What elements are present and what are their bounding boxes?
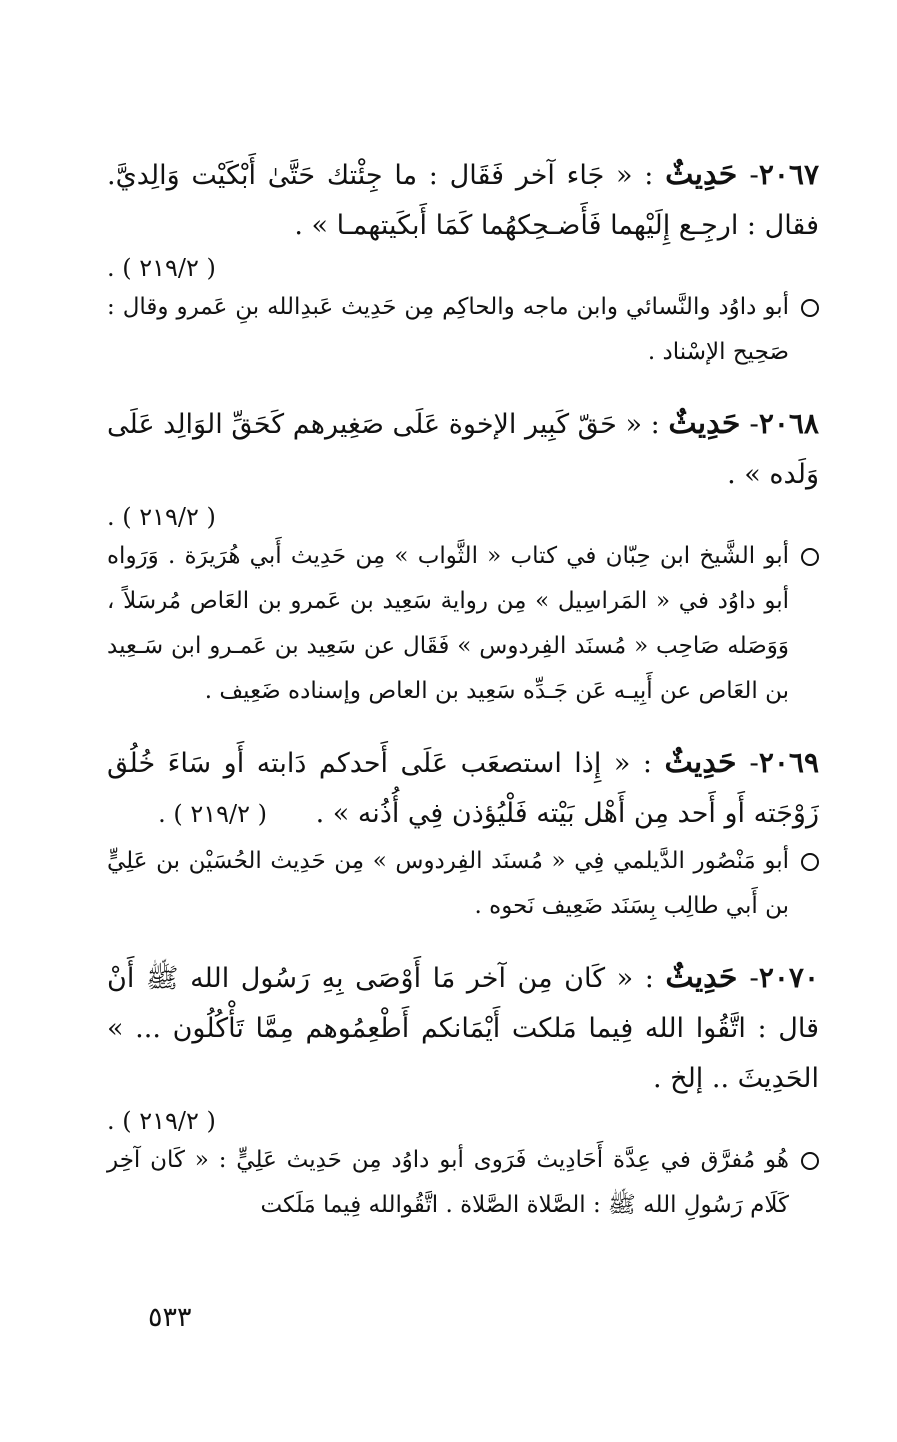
circle-bullet-icon [801,299,819,317]
hadith-reference: ( ٢١٩/٢ ) . [107,503,216,531]
hadith-keyword: حَدِيثٌ [668,406,741,441]
hadith-text: ٢٠٦٨- حَدِيثٌ : « حَقّ كَبِير الإخوة عَلَى صَغِيرهم كَحَقِّ الوَالِد عَلَى وَلَده » . [107,406,819,490]
hadith-number: ٢٠٦٩ [758,746,819,779]
hadith-body: : « حَقّ كَبِير الإخوة عَلَى صَغِيرهم كَحَقِّ الوَالِد عَلَى وَلَده » . [107,409,819,490]
hadith-keyword: حَدِيثٌ [664,745,737,780]
hadith-entry-2070 [107,953,819,1228]
hadith-entry-2067 [107,150,819,375]
hadith-entry-2069 [107,738,819,929]
hadith-entry-2068 [107,399,819,714]
hadith-keyword: حَدِيثٌ [665,157,738,192]
hadith-body: : « إِذا استصعَب عَلَى أَحدكم دَابته أَو سَاءَ خُلُق زَوْجَته أَو أَحد مِن أَهْل بَيْته فَلْيُؤذن فِي أُذُنه » . [107,748,819,829]
hadith-body: : « كَان مِن آخر مَا أَوْصَى بِهِ رَسُول الله ﷺ أَنْ قال : اتَّقُوا الله فِيما مَلكت أَيْمَانكم أَطْعِمُوهم مِمَّا تَأْكُلُون ... » الحَدِيثَ .. إلخ . [107,963,819,1094]
circle-bullet-icon [801,1152,819,1170]
hadith-text: ٢٠٦٩- حَدِيثٌ : « إِذا استصعَب عَلَى أَحدكم دَابته أَو سَاءَ خُلُق زَوْجَته أَو أَحد مِن أَهْل بَيْته فَلْيُؤذن فِي أُذُنه » . ( ٢١٩/٢ ) . [107,738,819,839]
hadith-reference: ( ٢١٩/٢ ) . [107,254,216,282]
page-body [107,150,819,1252]
hadith-commentary [107,1138,819,1228]
hadith-reference: ( ٢١٩/٢ ) . [158,800,267,828]
circle-bullet-icon [801,548,819,566]
hadith-number: ٢٠٧٠ [758,961,819,994]
commentary-text: أبو داوُد والنَّسائي وابن ماجه والحاكِم مِن حَدِيث عَبدِالله بنِ عَمرو وقال : صَحِيح الإسْناد . [107,294,789,365]
hadith-commentary [107,285,819,375]
commentary-text: أبو الشَّيخ ابن حِبّان في كتاب « الثَّواب » مِن حَدِيث أَبي هُرَيرَة . وَرَواه أبو داوُد في « المَراسِيل » مِن رواية سَعِيد بن عَمرو بن العَاص مُرسَلاً ، وَوَصَله صَاحِب « مُسنَد الفِردوس » فَقَال عن سَعِيد بن عَمـرو ابن سَـعِيد بن العَاص عن أَبِيـه عَن جَـدِّه سَعِيد بن العاص وإسناده ضَعِيف . [107,543,789,704]
hadith-keyword: حَدِيثٌ [665,960,738,995]
circle-bullet-icon [801,853,819,871]
hadith-text: ٢٠٦٧- حَدِيثٌ : « جَاء آخر فَقَال : ما جِئْتك حَتَّىٰ أَبْكَيْت وَالِديَّ. فقال : ارجِـع إِلَيْهما فَأَضـحِكهُما كَمَا أَبكَيتهمـا » . [107,157,819,241]
hadith-text: ٢٠٧٠- حَدِيثٌ : « كَان مِن آخر مَا أَوْصَى بِهِ رَسُول الله ﷺ أَنْ قال : اتَّقُوا الله فِيما مَلكت أَيْمَانكم أَطْعِمُوهم مِمَّا تَأْكُلُون ... » الحَدِيثَ .. إلخ . [107,960,819,1094]
page-number: ٥٣٣ [148,1302,192,1333]
hadith-reference: ( ٢١٩/٢ ) . [107,1107,216,1135]
commentary-text: هُو مُفرَّق في عِدَّة أَحَادِيث فَرَوى أبو داوُد مِن حَدِيث عَلِيٍّ : « كَان آخِر كَلَام رَسُولِ الله ﷺ : الصَّلاة الصَّلاة . اتَّقُوالله فِيما مَلَكت [107,1147,789,1218]
hadith-body: : « جَاء آخر فَقَال : ما جِئْتك حَتَّىٰ أَبْكَيْت وَالِديَّ. فقال : ارجِـع إِلَيْهما فَأَضـحِكهُما كَمَا أَبكَيتهمـا » . [107,160,819,241]
hadith-commentary [107,534,819,714]
hadith-number: ٢٠٦٧ [758,158,819,191]
commentary-text: أبو مَنْصُور الدَّيلمي فِي « مُسنَد الفِردوس » مِن حَدِيث الحُسَيْن بن عَلِيٍّ بن أَبي طالِب بِسَنَد ضَعِيف نَحوه . [107,848,789,919]
hadith-commentary [107,839,819,929]
hadith-number: ٢٠٦٨ [758,407,819,440]
